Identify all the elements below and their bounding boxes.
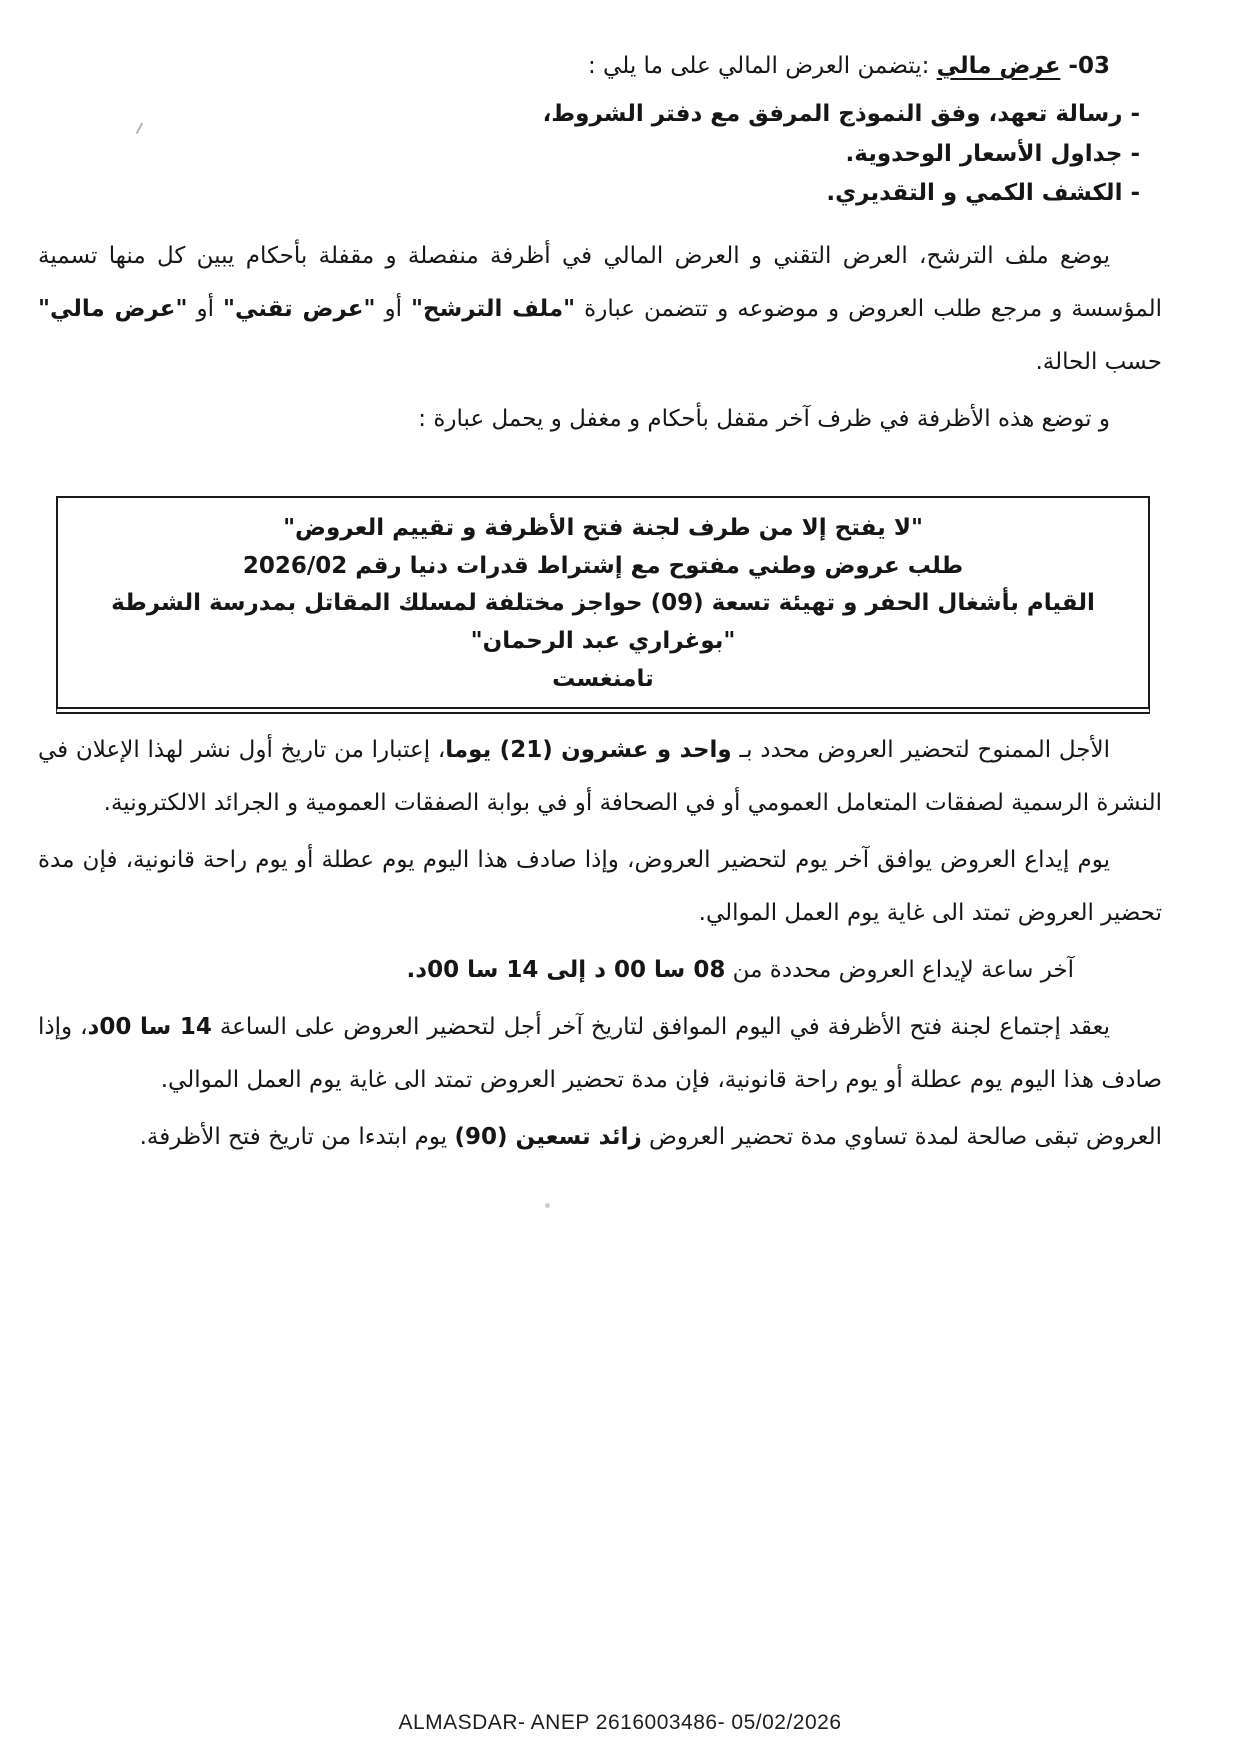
section-heading-rest: :يتضمن العرض المالي على ما يلي :: [588, 53, 937, 79]
bullet-quantitative-estimate: - الكشف الكمي و التقديري.: [826, 180, 1140, 207]
validity-plus-90-days: زائد تسعين (90): [454, 1123, 642, 1150]
deadline-text-end: ، إعتبارا من تاريخ أول نشر لهذا الإعلان في النشرة الرسمية لصفقات المتعامل العمومي أو في الصحافة أو في بوابة الصفقات العمومية و الجرائد الالكترونية.: [38, 737, 1162, 817]
financial-offer-items: [38, 95, 1162, 214]
envelopes-text: يوضع ملف الترشح، العرض التقني و العرض المالي في أظرفة منفصلة و مقفلة بأحكام يبين كل منها تسمية المؤسسة و مرجع طلب العروض و موضوعه و تتضمن عبارة: [38, 243, 1163, 322]
deadline-text: الأجل الممنوح لتحضير العروض محدد بـ: [731, 737, 1111, 764]
paragraph-deposit-hours: [38, 944, 1162, 997]
outer-envelope-text: و توضع هذه الأظرفة في ظرف آخر مقفل بأحكام و مغفل و يحمل عبارة :: [418, 405, 1110, 432]
envelopes-text-end: حسب الحالة.: [1035, 348, 1162, 375]
notice-open-only-by-committee: "لا يفتح إلا من طرف لجنة فتح الأظرفة و تقييم العروض": [283, 514, 923, 541]
notice-project-title: القيام بأشغال الحفر و تهيئة تسعة (09) حواجز مختلفة لمسلك المقاتل بمدرسة الشرطة "بوغراري عبد الرحمان": [111, 590, 1095, 655]
section-number: 03-: [1060, 53, 1110, 79]
validity-text: العروض تبقى صالحة لمدة تساوي مدة تحضير العروض: [641, 1123, 1162, 1150]
envelope-notice-box: [56, 496, 1150, 715]
anep-footer-reference: ALMASDAR- ANEP 2616003486- 05/02/2026: [398, 1711, 842, 1734]
label-technical-offer: "عرض تقني": [222, 295, 376, 322]
scan-artifact: [545, 1203, 550, 1208]
opening-session-text: يعقد إجتماع لجنة فتح الأظرفة في اليوم الموافق لتاريخ آخر أجل لتحضير العروض على الساعة: [211, 1013, 1110, 1040]
label-financial-offer: "عرض مالي": [38, 295, 188, 322]
list-item: [38, 95, 1140, 135]
list-item: [38, 174, 1140, 214]
paragraph-envelopes: [38, 230, 1162, 389]
paragraph-preparation-deadline: [38, 724, 1162, 830]
notice-location-tamanrasset: تامنغست: [552, 666, 654, 693]
bullet-unit-prices: - جداول الأسعار الوحدوية.: [845, 140, 1140, 167]
paragraph-outer-envelope: [38, 393, 1162, 446]
label-candidacy-file: "ملف الترشح": [411, 295, 576, 322]
list-item: [38, 135, 1140, 175]
deadline-duration-21-days: واحد و عشرون (21) يوما: [445, 737, 732, 764]
notice-tender-reference: طلب عروض وطني مفتوح مع إشتراط قدرات دنيا رقم 2026/02: [242, 552, 964, 579]
deposit-day-text: يوم إيداع العروض يوافق آخر يوم لتحضير العروض، وإذا صادف هذا اليوم يوم عطلة أو يوم راحة قانونية، فإن مدة تحضير العروض تمتد الى غاية يوم العمل الموالي.: [38, 847, 1162, 926]
paragraph-deposit-day: [38, 834, 1162, 940]
envelopes-or-2: أو: [187, 295, 223, 322]
deposit-hours-text: آخر ساعة لإيداع العروض محددة من: [725, 956, 1074, 983]
opening-time-14h: 14 سا 00د: [87, 1013, 212, 1040]
envelopes-or-1: أو: [375, 295, 412, 322]
paragraph-offer-validity: [38, 1111, 1162, 1164]
validity-text-end: يوم ابتدءا من تاريخ فتح الأظرفة.: [139, 1123, 455, 1150]
section-heading: [38, 46, 1162, 87]
paragraph-opening-session: [38, 1001, 1162, 1107]
deposit-hours-range: 08 سا 00 د إلى 14 سا 00د.: [406, 956, 726, 983]
section-title-financial-offer: عرض مالي: [936, 53, 1061, 79]
bullet-commitment-letter: - رسالة تعهد، وفق النموذج المرفق مع دفتر الشروط،: [542, 101, 1140, 128]
opening-session-text-end: ، وإذا صادف هذا اليوم يوم عطلة أو يوم راحة قانونية، فإن مدة تحضير العروض تمتد الى غاية يوم العمل الموالي.: [38, 1013, 1162, 1093]
